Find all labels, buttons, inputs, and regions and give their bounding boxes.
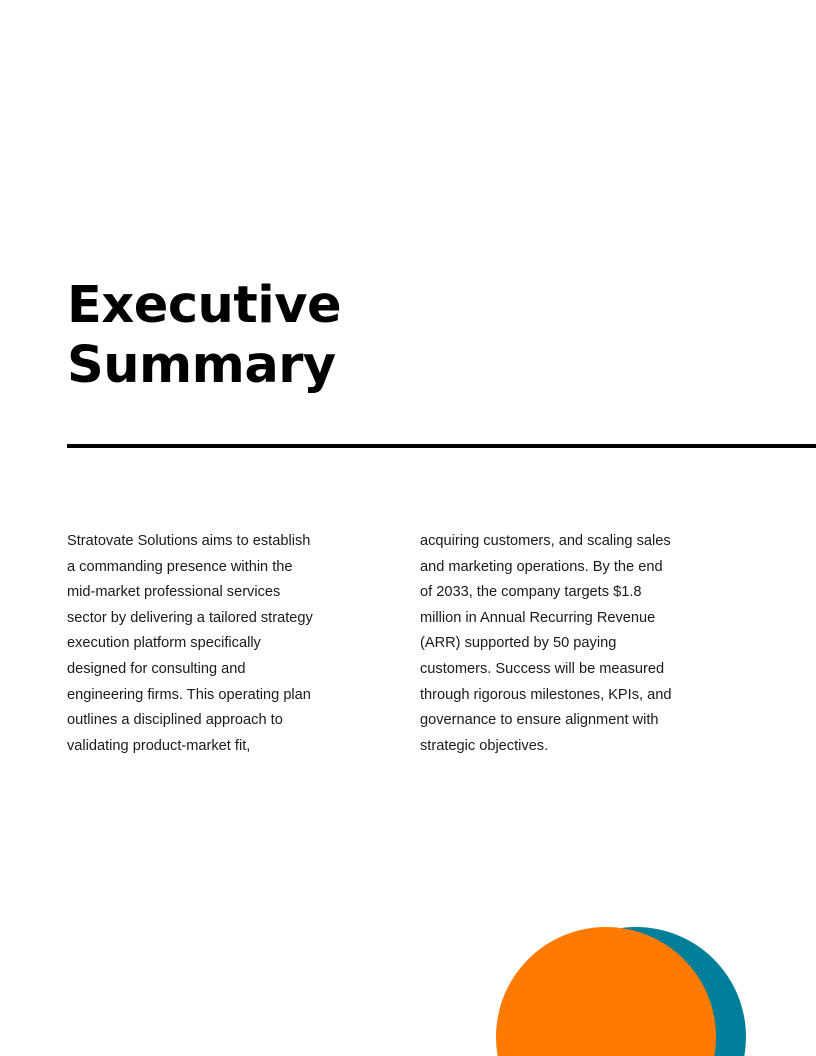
body-line: a commanding presence within the (67, 558, 293, 575)
body-line: acquiring customers, and scaling sales (420, 533, 671, 549)
body-line: customers. Success will be measured (420, 660, 665, 677)
body-line: outlines a disciplined approach to (67, 712, 283, 729)
body-line: strategic objectives. (420, 737, 549, 754)
body-line: engineering firms. This operating plan (67, 686, 311, 703)
title-line-1: Executive (67, 276, 342, 335)
title-line-2: Summary (67, 336, 336, 395)
body-line: execution platform specifically (67, 635, 261, 652)
body-line: and marketing operations. By the end (420, 558, 663, 575)
body-line: validating product-market fit, (67, 737, 251, 754)
body-line: of 2033, the company targets $1.8 (420, 584, 642, 601)
body-line: designed for consulting and (67, 660, 246, 677)
body-line: through rigorous milestones, KPIs, and (420, 686, 672, 703)
body-line: mid-market professional services (67, 584, 281, 601)
body-line: million in Annual Recurring Revenue (420, 609, 656, 626)
body-line: Stratovate Solutions aims to establish (67, 533, 311, 549)
body-line: sector by delivering a tailored strategy (67, 609, 313, 626)
body-line: governance to ensure alignment with (420, 712, 659, 729)
body-line: (ARR) supported by 50 paying (420, 635, 617, 652)
